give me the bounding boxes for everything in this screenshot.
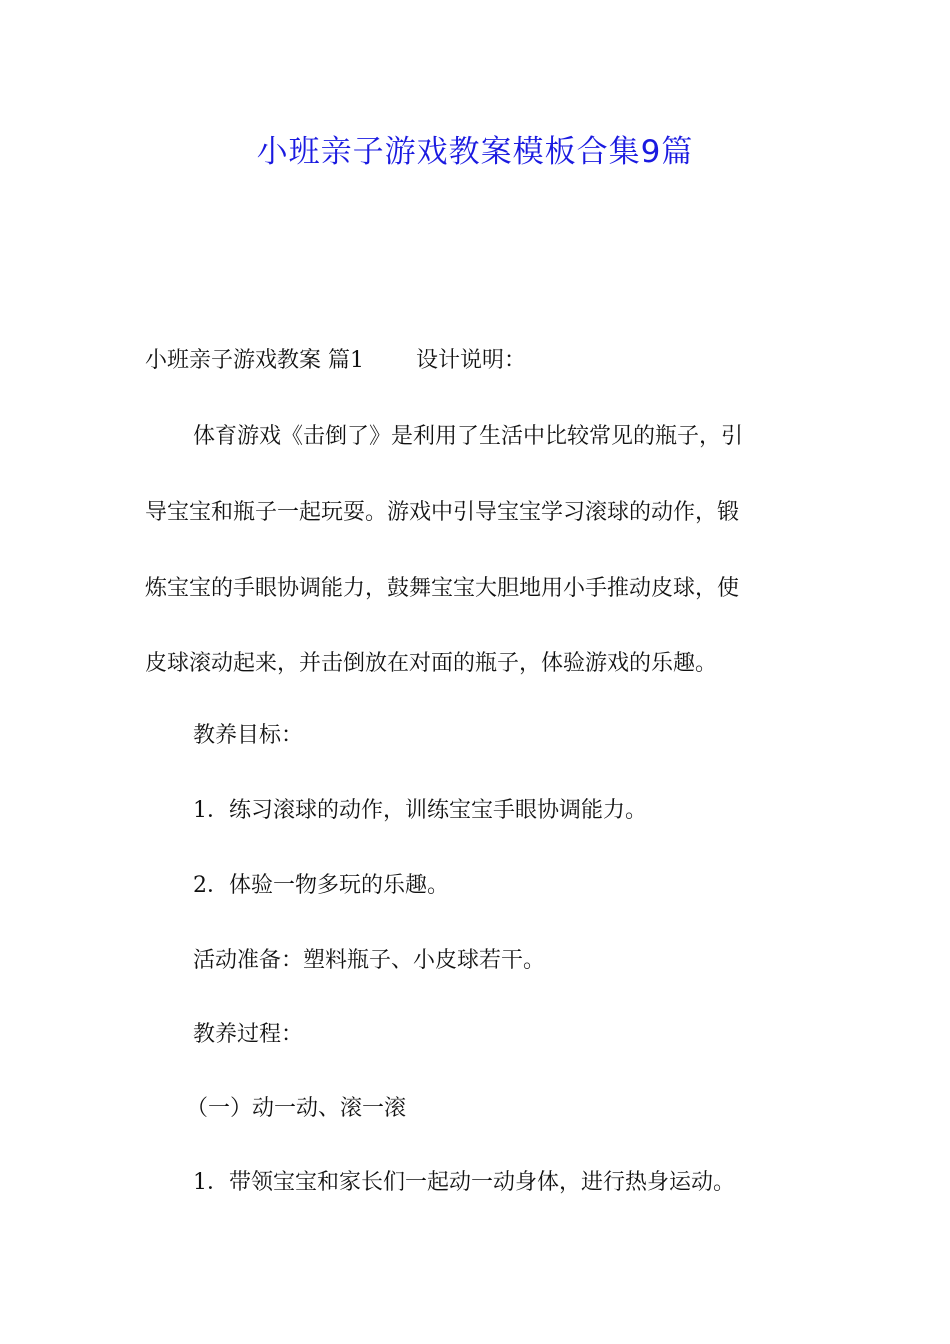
paragraph-line-4: 皮球滚动起来，并击倒放在对面的瓶子，体验游戏的乐趣。	[145, 651, 718, 676]
step-item-1: 1．带领宝宝和家长们一起动一动身体，进行热身运动。	[193, 1170, 735, 1195]
paragraph-line-2: 导宝宝和瓶子一起玩耍。游戏中引导宝宝学习滚球的动作，锻	[145, 500, 740, 525]
goals-heading: 教养目标：	[193, 723, 304, 748]
paragraph-line-3: 炼宝宝的手眼协调能力，鼓舞宝宝大胆地用小手推动皮球，使	[145, 576, 740, 601]
process-heading: 教养过程：	[193, 1022, 304, 1047]
section-heading	[145, 345, 805, 377]
section-heading-subtitle: 设计说明：	[416, 348, 527, 373]
document-title: 小班亲子游戏教案模板合集9篇	[256, 134, 694, 170]
section-heading-title: 小班亲子游戏教案 篇1	[145, 348, 364, 373]
goal-item-1: 1．练习滚球的动作，训练宝宝手眼协调能力。	[193, 798, 647, 823]
goal-item-2: 2．体验一物多玩的乐趣。	[193, 873, 449, 898]
paragraph-line-1: 体育游戏《击倒了》是利用了生活中比较常见的瓶子，引	[193, 424, 744, 449]
step-heading: （一）动一动、滚一滚	[186, 1096, 407, 1121]
preparation-line: 活动准备：塑料瓶子、小皮球若干。	[193, 948, 546, 973]
